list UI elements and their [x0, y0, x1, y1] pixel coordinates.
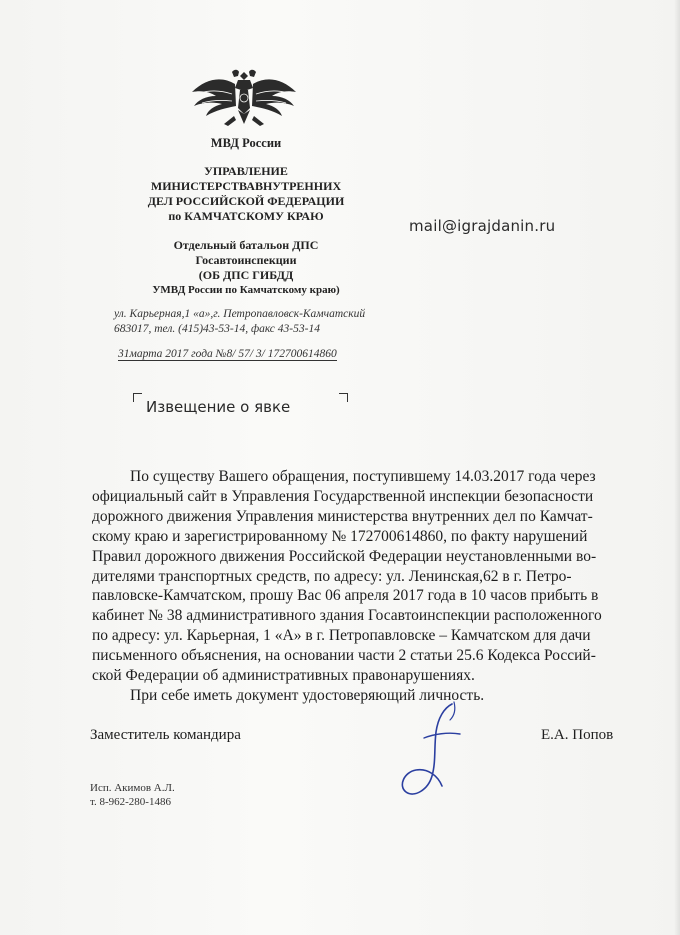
body-line: письменного объяснения, на основании части 2 статьи 25.6 Кодекса Россий-: [92, 647, 596, 665]
document-body: [92, 467, 632, 706]
body-line: официальный сайт в Управления Государственной инспекции безопасности: [92, 487, 594, 505]
body-line: скому краю и зарегистрированному № 172700614860, по факту нарушений: [92, 527, 588, 545]
executor-phone: т. 8-962-280-1486: [90, 796, 171, 808]
address-line: 683017, тел. (415)43-53-14, факс 43-53-14: [114, 323, 320, 335]
outgoing-number: 31марта 2017 года №8/ 57/ 3/ 172700614860: [118, 348, 337, 360]
unit-block: [128, 238, 364, 298]
handwritten-signature: [394, 698, 474, 808]
unit-line: (ОБ ДПС ГИБДД: [198, 268, 294, 282]
body-line: Правил дорожного движения Российской Федерации неустановленными во-: [92, 547, 597, 565]
body-line: дорожного движения Управления министерства внутренних дел по Камчат-: [92, 507, 593, 525]
unit-line: Отдельный батальон ДПС: [173, 238, 319, 252]
signer-name: Е.А. Попов: [541, 727, 614, 743]
unit-line: Госавтоинспекции: [195, 253, 297, 267]
directorate-line: ДЕЛ РОССИЙСКОЙ ФЕДЕРАЦИИ: [147, 194, 345, 208]
executor-name: Исп. Акимов А.Л.: [90, 782, 175, 794]
sender-address: [114, 307, 365, 337]
corner-bracket-right: [339, 393, 348, 402]
corner-bracket-left: [133, 393, 142, 402]
directorate-line: МИНИСТЕРСТВАВНУТРЕННИХ: [150, 179, 342, 193]
body-line: кабинет № 38 административного здания Госавтоинспекции расположенного: [92, 607, 602, 625]
body-line: По существу Вашего обращения, поступившему 14.03.2017 года через: [130, 468, 596, 485]
org-name: МВД России: [210, 136, 282, 150]
body-line: дителями транспортных средств, по адресу: ул. Ленинская,62 в г. Петро-: [92, 567, 572, 585]
directorate-block: [130, 164, 362, 224]
document-title: Извещение о явке: [146, 398, 291, 416]
directorate-line: УПРАВЛЕНИЕ: [204, 164, 288, 178]
body-line: павловске-Камчатском, прошу Вас 06 апреля 2017 года в 10 часов прибыть в: [92, 587, 599, 605]
directorate-line: по КАМЧАТСКОМУ КРАЮ: [168, 209, 324, 223]
page-edge-shadow: [674, 0, 680, 935]
signer-position: Заместитель командира: [90, 727, 241, 743]
unit-line: УМВД России по Камчатскому краю): [152, 284, 340, 296]
closing-line: При себе иметь документ удостоверяющий личность.: [130, 686, 485, 704]
executor-info: [90, 781, 175, 809]
body-line: по адресу: ул. Карьерная, 1 «А» в г. Петропавловске – Камчатском для дачи: [92, 627, 591, 645]
address-line: ул. Карьерная,1 «а»,г. Петропавловск-Камчатский: [114, 308, 366, 320]
body-line: ской Федерации об административных правонарушениях.: [92, 667, 475, 685]
double-headed-eagle-emblem: [188, 66, 300, 132]
recipient-email: mail@igrajdanin.ru: [409, 217, 556, 235]
